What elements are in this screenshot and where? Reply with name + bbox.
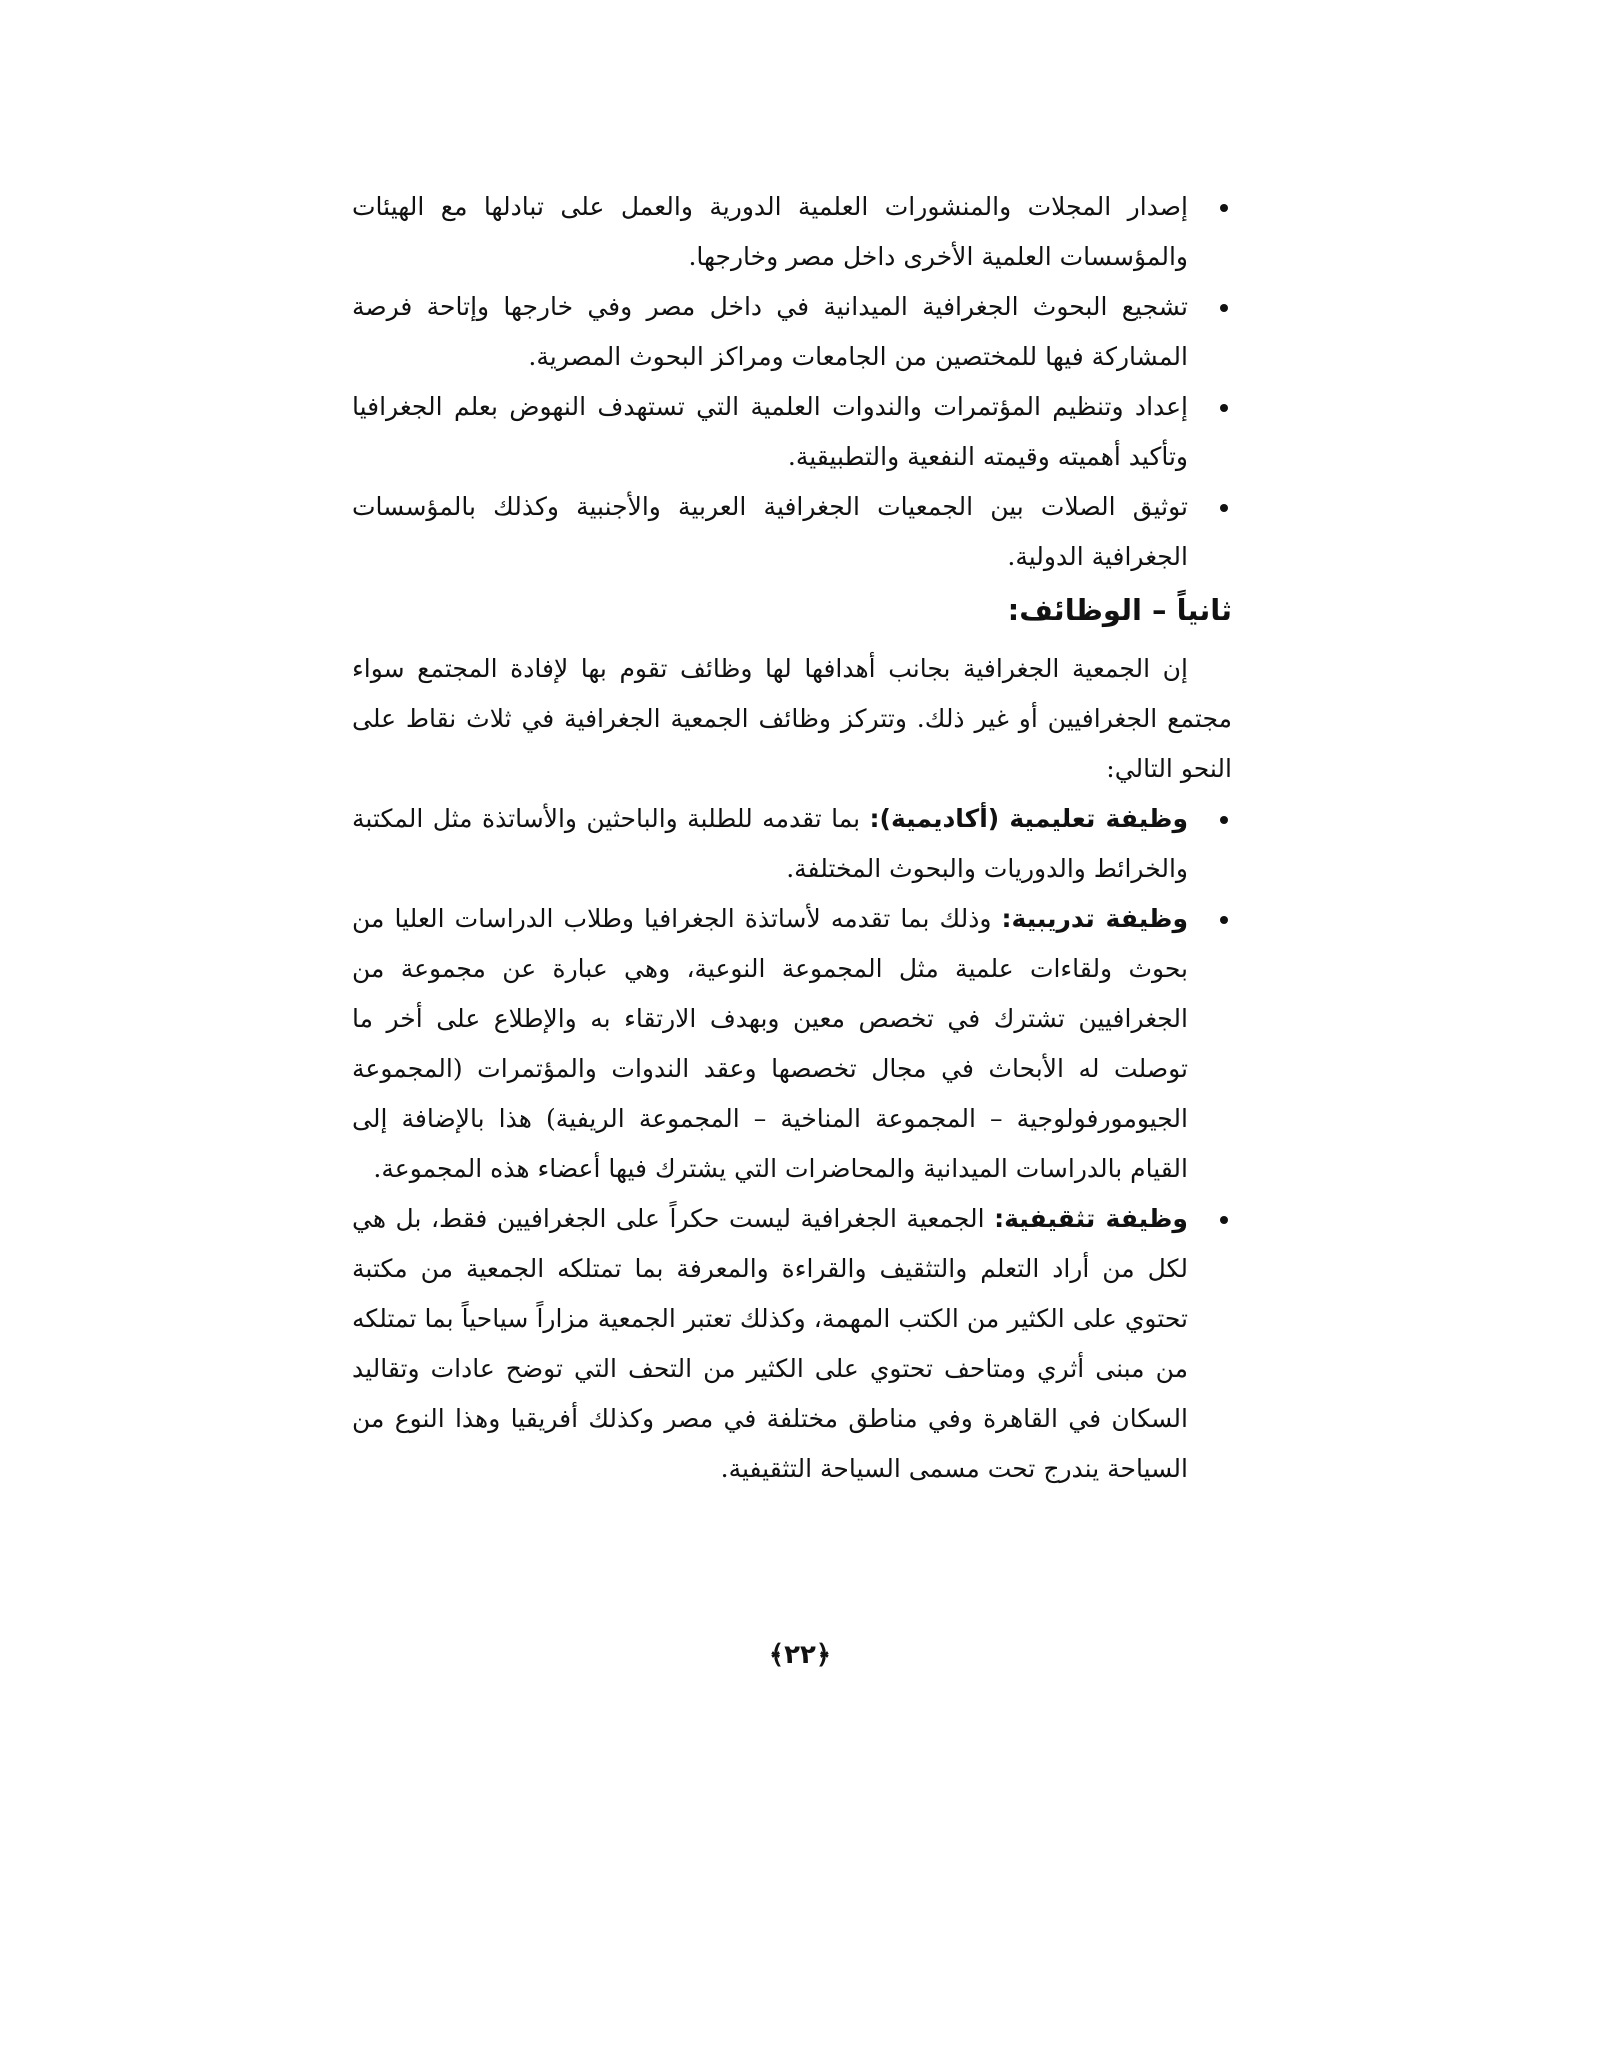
bullet-icon — [1220, 916, 1228, 924]
bullet-icon — [1220, 204, 1228, 212]
functions-list — [352, 794, 1232, 1494]
list-item — [352, 382, 1232, 482]
function-text: بما تقدمه للطلبة والباحثين والأساتذة مثل المكتبة والخرائط والدوريات والبحوث المختلفة. — [352, 804, 1188, 883]
list-item — [352, 482, 1232, 582]
list-item-text: تشجيع البحوث الجغرافية الميدانية في داخل مصر وفي خارجها وإتاحة فرصة المشاركة فيها للمختصين من الجامعات ومراكز البحوث المصرية. — [352, 292, 1188, 371]
function-term: وظيفة تعليمية (أكاديمية): — [869, 804, 1189, 833]
function-term: وظيفة تدريبية: — [1001, 904, 1188, 933]
function-text: الجمعية الجغرافية ليست حكراً على الجغرافيين فقط، بل هي لكل من أراد التعلم والتثقيف والقراءة والمعرفة بما تمتلكه الجمعية من مكتبة تحتوي على الكثير من الكتب المهمة، وكذلك تعتبر الجمعية مزاراً سياحياً بما تمتلكه من مبنى أثري ومتاحف تحتوي على الكثير من التحف التي توضح عادات وتقاليد السكان في القاهرة وفي مناطق مختلفة في مصر وكذلك أفريقيا وهذا النوع من السياحة يندرج تحت مسمى السياحة التثقيفية. — [352, 1204, 1188, 1483]
list-item-text: إصدار المجلات والمنشورات العلمية الدورية والعمل على تبادلها مع الهيئات والمؤسسات العلمية الأخرى داخل مصر وخارجها. — [352, 192, 1188, 271]
bullet-icon — [1220, 304, 1228, 312]
bullet-icon — [1220, 816, 1228, 824]
list-item — [352, 282, 1232, 382]
bullet-icon — [1220, 1216, 1228, 1224]
function-term: وظيفة تثقيفية: — [994, 1204, 1188, 1233]
section-heading: ثانياً – الوظائف: — [1007, 593, 1232, 627]
list-item — [352, 182, 1232, 282]
goals-list — [352, 182, 1232, 582]
intro-paragraph: إن الجمعية الجغرافية بجانب أهدافها لها وظائف تقوم بها لإفادة المجتمع سواء مجتمع الجغرافيين أو غير ذلك. وتتركز وظائف الجمعية الجغرافية في ثلاث نقاط على النحو التالي: — [352, 654, 1232, 783]
list-item-text: إعداد وتنظيم المؤتمرات والندوات العلمية التي تستهدف النهوض بعلم الجغرافيا وتأكيد أهميته وقيمته النفعية والتطبيقية. — [352, 392, 1188, 471]
bullet-icon — [1220, 404, 1228, 412]
list-item — [352, 894, 1232, 1194]
list-item — [352, 794, 1232, 894]
bullet-icon — [1220, 504, 1228, 512]
page-number: ﴿٢٢﴾ — [768, 1640, 832, 1670]
document-page — [352, 182, 1232, 1682]
list-item-text: توثيق الصلات بين الجمعيات الجغرافية العربية والأجنبية وكذلك بالمؤسسات الجغرافية الدولية. — [352, 492, 1188, 571]
list-item — [352, 1194, 1232, 1494]
function-text: وذلك بما تقدمه لأساتذة الجغرافيا وطلاب الدراسات العليا من بحوث ولقاءات علمية مثل المجموعة النوعية، وهي عبارة عن مجموعة من الجغرافيين تشترك في تخصص معين وبهدف الارتقاء به والإطلاع على أخر ما توصلت له الأبحاث في مجال تخصصها وعقد الندوات والمؤتمرات (المجموعة الجيومورفولوجية – المجموعة المناخية – المجموعة الريفية) هذا بالإضافة إلى القيام بالدراسات الميدانية والمحاضرات التي يشترك فيها أعضاء هذه المجموعة. — [352, 904, 1188, 1183]
